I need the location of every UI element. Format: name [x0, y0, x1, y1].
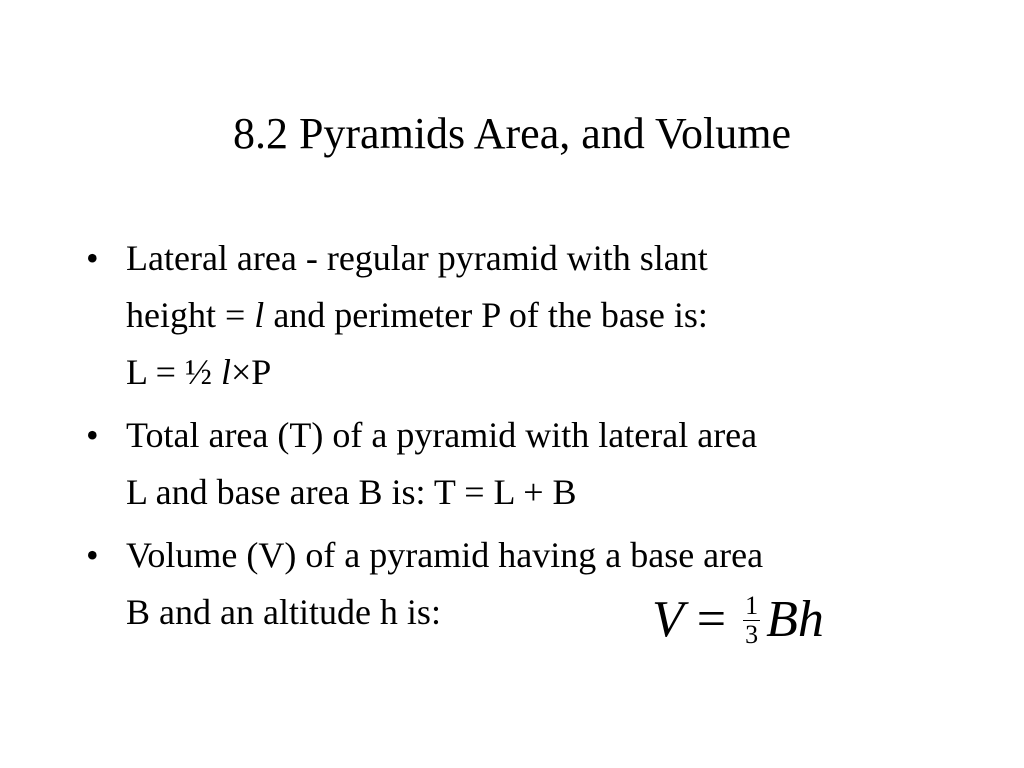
text-segment: and perimeter P of the base is: — [264, 295, 708, 335]
bullet-text — [126, 230, 966, 401]
volume-formula — [652, 590, 824, 653]
bullet-line: Volume (V) of a pyramid having a base area — [126, 535, 764, 575]
text-segment: height = — [126, 295, 255, 335]
variable-l: l — [220, 352, 231, 392]
bullet-line — [126, 287, 966, 344]
bullet-text — [126, 527, 966, 641]
bullet-line: L and base area B is: T = L + B — [126, 472, 577, 512]
bullet-list — [86, 230, 966, 647]
bullet-volume — [86, 527, 966, 641]
lateral-area-formula — [126, 344, 966, 401]
text-segment: L = ½ — [126, 352, 221, 392]
slide-title: 8.2 Pyramids Area, and Volume — [232, 109, 792, 158]
formula-lhs: V — [652, 591, 684, 648]
bullet-text — [126, 407, 966, 521]
variable-l: l — [254, 295, 265, 335]
formula-rhs: Bh — [766, 591, 824, 648]
bullet-marker: • — [86, 535, 99, 575]
bullet-total-area — [86, 407, 966, 521]
bullet-line: Lateral area - regular pyramid with slant — [126, 238, 708, 278]
formula-fraction — [743, 592, 760, 649]
bullet-line: B and an altitude h is: — [126, 592, 441, 632]
fraction-numerator: 1 — [745, 590, 759, 620]
bullet-lateral-area — [86, 230, 966, 401]
formula-equals: = — [696, 591, 727, 648]
fraction-denominator: 3 — [745, 619, 759, 649]
bullet-marker: • — [86, 238, 99, 278]
bullet-line: Total area (T) of a pyramid with lateral area — [126, 415, 758, 455]
text-segment: ×P — [230, 352, 272, 392]
bullet-marker: • — [86, 415, 99, 455]
